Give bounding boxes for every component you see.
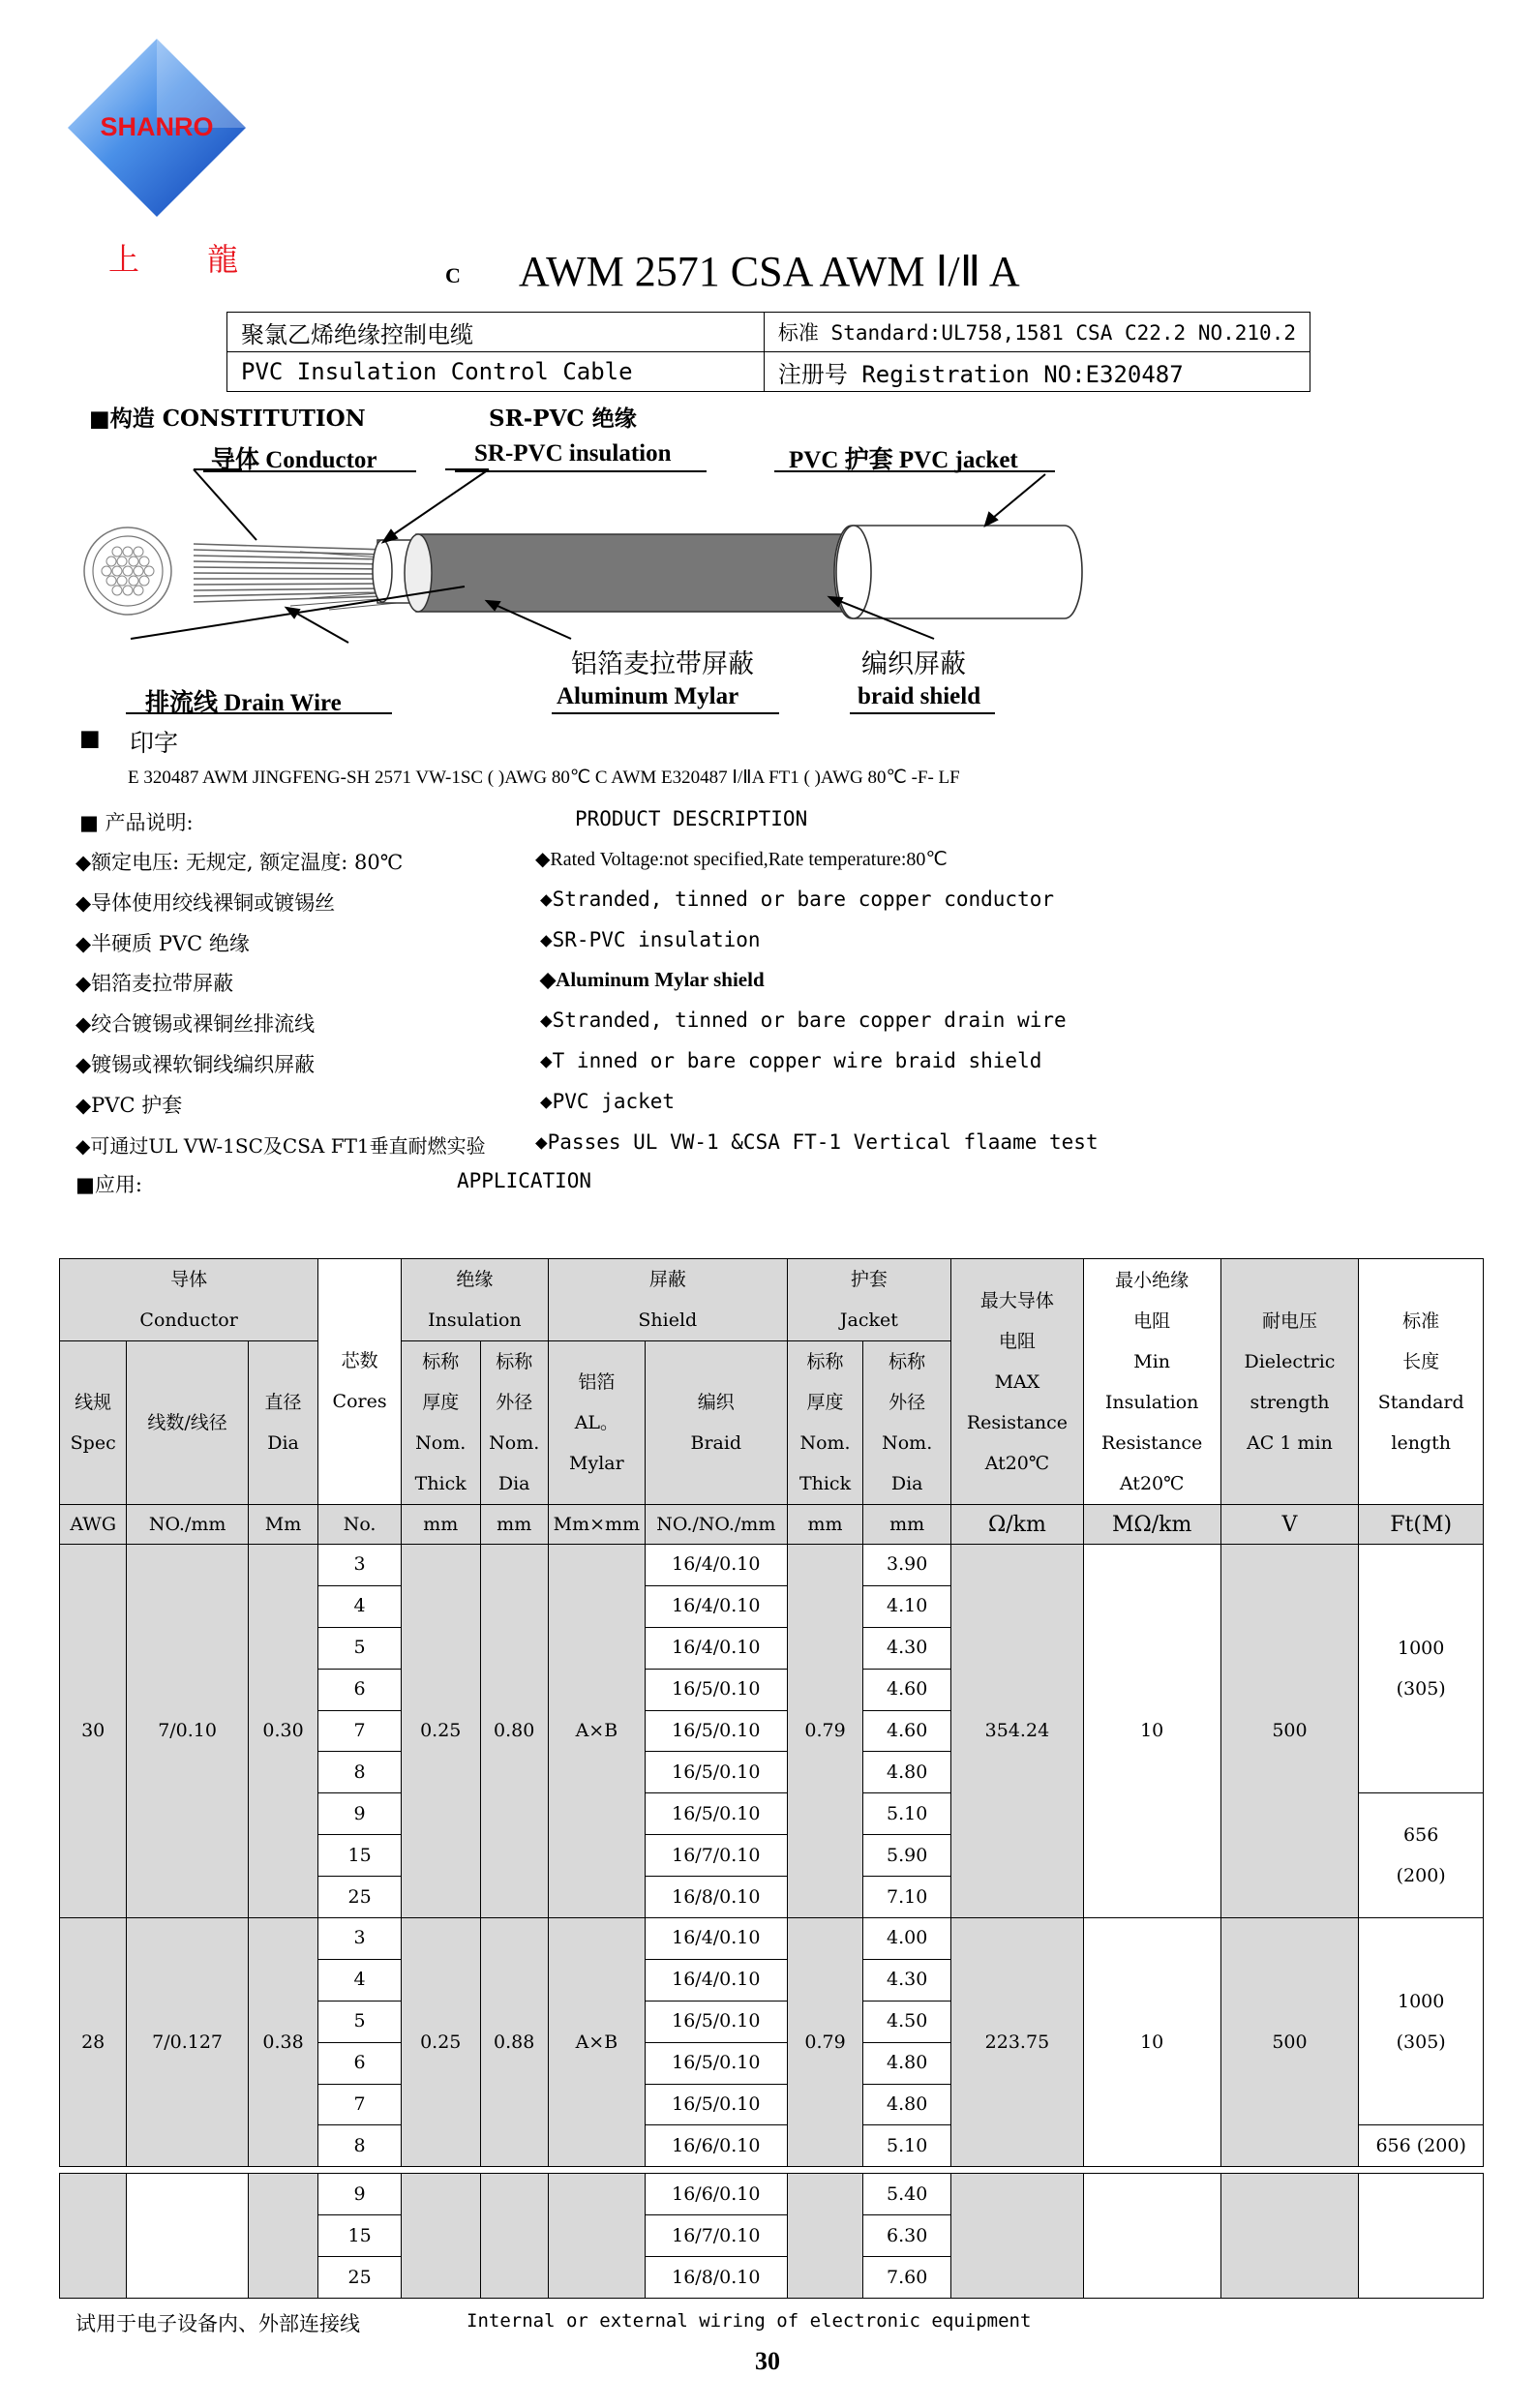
braid-cell: 16/7/0.10	[645, 1835, 787, 1877]
dielectric-cell: 500	[1220, 1918, 1359, 2167]
header-max-resistance: 最大导体 电阻 MAX Resistance At20℃	[951, 1259, 1084, 1505]
desc-item-en: ◆Stranded, tinned or bare copper drain wire	[540, 1008, 1067, 1032]
od-cell: 4.30	[863, 1959, 951, 2001]
header-table	[226, 312, 1310, 392]
od-cell: 5.10	[863, 1793, 951, 1835]
spec-table	[59, 1258, 1484, 2299]
cores-cell: 7	[318, 2084, 402, 2125]
braid-cell: 16/4/0.10	[645, 1545, 787, 1586]
header-insulation: 绝缘 Insulation	[401, 1259, 548, 1341]
od-cell: 4.10	[863, 1585, 951, 1627]
application-en: APPLICATION	[457, 1169, 592, 1192]
braid-cell: 16/5/0.10	[645, 2042, 787, 2084]
desc-item-cn: ◆额定电压: 无规定, 额定温度: 80℃	[75, 851, 404, 874]
logo-chinese-name: 上 龍	[108, 241, 268, 278]
conductor-strands	[194, 544, 387, 602]
od-cell: 5.40	[863, 2174, 951, 2215]
od-cell: 4.50	[863, 2001, 951, 2042]
braid-cell: 16/7/0.10	[645, 2215, 787, 2257]
cores-cell: 6	[318, 1669, 402, 1710]
od-cell: 4.60	[863, 1710, 951, 1752]
shanro-logo	[60, 37, 254, 221]
cores-cell: 8	[318, 1752, 402, 1793]
desc-item-en: ◆SR-PVC insulation	[540, 928, 761, 951]
label-braid-en: braid shield	[858, 683, 981, 709]
title-main: AWM 2571 CSA AWM Ⅰ/Ⅱ A	[518, 248, 1020, 295]
desc-item-cn: ◆绞合镀锡或裸铜丝排流线	[75, 1012, 316, 1036]
desc-item-cn: ◆导体使用绞线裸铜或镀锡丝	[75, 891, 336, 915]
minins-cell: 10	[1083, 1545, 1220, 1918]
minins-cell: 10	[1083, 1918, 1220, 2167]
page-number: 30	[755, 2347, 780, 2375]
header-jacket: 护套 Jacket	[787, 1259, 950, 1341]
awg-cell: 28	[60, 1918, 127, 2167]
braid-cell: 16/5/0.10	[645, 1793, 787, 1835]
unit-cell: mm	[787, 1505, 863, 1545]
od-cell: 3.90	[863, 1545, 951, 1586]
label-braid-cn: 编织屏蔽	[861, 649, 966, 678]
cores-cell: 4	[318, 1959, 402, 2001]
table-row	[60, 1918, 1484, 1960]
cores-cell: 15	[318, 2215, 402, 2257]
unit-cell: Ω/km	[951, 1505, 1084, 1545]
label-conductor: 导体 Conductor	[211, 447, 377, 473]
braid-cell: 16/5/0.10	[645, 1752, 787, 1793]
jk-thick-cell: 0.79	[787, 1918, 863, 2167]
dia-cell: 0.30	[248, 1545, 317, 1918]
cores-cell: 4	[318, 1585, 402, 1627]
od-cell: 5.10	[863, 2125, 951, 2167]
unit-cell: mm	[863, 1505, 951, 1545]
desc-item-en: ◆Aluminum Mylar shield	[540, 968, 765, 991]
mylar-cell: A×B	[548, 1918, 645, 2167]
dia-cell: 0.38	[248, 1918, 317, 2167]
header-shield: 屏蔽 Shield	[548, 1259, 787, 1341]
braid-cell: 16/4/0.10	[645, 1918, 787, 1960]
unit-cell: mm	[401, 1505, 480, 1545]
sr-pvc-top-label: SR-PVC 绝缘	[489, 406, 637, 432]
cores-cell: 25	[318, 1877, 402, 1918]
table-row	[60, 2174, 1484, 2215]
header-conductor: 导体 Conductor	[60, 1259, 318, 1341]
cores-cell: 5	[318, 2001, 402, 2042]
jk-thick-cell: 0.79	[787, 1545, 863, 1918]
logo-brand: SHANRO	[100, 112, 214, 141]
footer-application-cn: 试用于电子设备内、外部连接线	[75, 2312, 360, 2335]
braid-cell: 16/4/0.10	[645, 1959, 787, 2001]
unit-cell: No.	[318, 1505, 402, 1545]
header-dielectric: 耐电压 Dielectric strength AC 1 min	[1220, 1259, 1359, 1505]
braid-cell: 16/5/0.10	[645, 1669, 787, 1710]
unit-cell: NO./mm	[127, 1505, 248, 1545]
registration: 注册号 Registration NO:E320487	[764, 352, 1310, 392]
maxres-cell: 223.75	[951, 1918, 1084, 2167]
dielectric-cell: 500	[1220, 1545, 1359, 1918]
header-braid: 编织 Braid	[645, 1341, 787, 1505]
od-cell: 4.80	[863, 2084, 951, 2125]
cores-cell: 15	[318, 1835, 402, 1877]
cores-cell: 6	[318, 2042, 402, 2084]
desc-item-cn: ◆铝箔麦拉带屏蔽	[75, 972, 234, 995]
ins-thick-cell: 0.25	[401, 1918, 480, 2167]
label-mylar-cn: 铝箔麦拉带屏蔽	[571, 649, 754, 678]
cores-cell: 3	[318, 1545, 402, 1586]
od-cell: 6.30	[863, 2215, 951, 2257]
unit-cell: NO./NO./mm	[645, 1505, 787, 1545]
header-ins-thick: 标称 厚度 Nom. Thick	[401, 1341, 480, 1505]
name-cn: 聚氯乙烯绝缘控制电缆	[227, 313, 765, 352]
ins-dia-cell: 0.80	[480, 1545, 548, 1918]
desc-item-cn: ◆镀锡或裸软铜线编织屏蔽	[75, 1053, 316, 1076]
construction-heading: ■构造 CONSTITUTION	[89, 406, 366, 432]
od-cell: 4.00	[863, 1918, 951, 1960]
desc-item-cn: ◆可通过UL VW-1SC及CSA FT1垂直耐燃实验	[75, 1134, 486, 1158]
length-cell: 1000 (305)	[1359, 1545, 1484, 1793]
awg-cell: 30	[60, 1545, 127, 1918]
unit-cell: AWG	[60, 1505, 127, 1545]
unit-cell: Ft(M)	[1359, 1505, 1484, 1545]
desc-item-en: ◆PVC jacket	[540, 1090, 676, 1113]
cores-cell: 9	[318, 1793, 402, 1835]
label-insulation: SR-PVC insulation	[474, 440, 672, 467]
unit-cell: Mm	[248, 1505, 317, 1545]
header-strands: 线数/线径	[127, 1341, 248, 1505]
unit-cell: V	[1220, 1505, 1359, 1545]
maxres-cell: 354.24	[951, 1545, 1084, 1918]
description-heading-cn: ■ 产品说明:	[79, 811, 194, 834]
strands-cell: 7/0.10	[127, 1545, 248, 1918]
length-cell: 1000 (305)	[1359, 1918, 1484, 2125]
description-heading-en: PRODUCT DESCRIPTION	[575, 807, 808, 830]
desc-item-en: ◆Passes UL VW-1 &CSA FT-1 Vertical flaame test	[535, 1130, 1099, 1154]
od-cell: 4.30	[863, 1627, 951, 1669]
braid-cell: 16/6/0.10	[645, 2174, 787, 2215]
cores-cell: 7	[318, 1710, 402, 1752]
desc-item-cn: ◆半硬质 PVC 绝缘	[75, 932, 250, 955]
length-cell: 656 (200)	[1359, 2125, 1484, 2167]
od-cell: 5.90	[863, 1835, 951, 1877]
cores-cell: 5	[318, 1627, 402, 1669]
marking-heading: 印字	[130, 729, 179, 757]
header-ins-dia: 标称 外径 Nom. Dia	[480, 1341, 548, 1505]
page-title	[445, 247, 1020, 296]
header-spec: 线规 Spec	[60, 1341, 127, 1505]
desc-item-cn: ◆PVC 护套	[75, 1094, 183, 1117]
cores-cell: 9	[318, 2174, 402, 2215]
header-jk-dia: 标称 外径 Nom. Dia	[863, 1341, 951, 1505]
label-drain-wire: 排流线 Drain Wire	[145, 690, 342, 716]
header-cores: 芯数 Cores	[318, 1259, 402, 1505]
strands-cell: 7/0.127	[127, 1918, 248, 2167]
od-cell: 7.60	[863, 2257, 951, 2299]
application-cn: ■应用:	[75, 1173, 142, 1196]
ins-dia-cell: 0.88	[480, 1918, 548, 2167]
braid-cell: 16/4/0.10	[645, 1585, 787, 1627]
standard: 标准 Standard:UL758,1581 CSA C22.2 NO.210.2	[764, 313, 1310, 352]
marking-text: E 320487 AWM JINGFENG-SH 2571 VW-1SC ( )AWG 80℃ C AWM E320487 Ⅰ/ⅡA FT1 ( )AWG 80℃ -F- LF	[128, 768, 960, 788]
desc-item-en: ◆Rated Voltage:not specified,Rate temperature:80℃	[535, 849, 948, 870]
desc-item-en: ◆Stranded, tinned or bare copper conductor	[540, 888, 1055, 911]
label-mylar-en: Aluminum Mylar	[557, 683, 739, 709]
marking-square: ■	[79, 726, 101, 751]
braid-cell: 16/8/0.10	[645, 1877, 787, 1918]
unit-cell: MΩ/km	[1083, 1505, 1220, 1545]
header-length: 标准 长度 Standard length	[1359, 1259, 1484, 1505]
braid-cell: 16/5/0.10	[645, 2084, 787, 2125]
header-dia: 直径 Dia	[248, 1341, 317, 1505]
header-mylar: 铝箔 AL。 Mylar	[548, 1341, 645, 1505]
header-min-insulation: 最小绝缘 电阻 Min Insulation Resistance At20℃	[1083, 1259, 1220, 1505]
mylar-cell: A×B	[548, 1545, 645, 1918]
footer-application-en: Internal or external wiring of electronic equipment	[467, 2310, 1032, 2332]
od-cell: 7.10	[863, 1877, 951, 1918]
braid-cell: 16/8/0.10	[645, 2257, 787, 2299]
cores-cell: 3	[318, 1918, 402, 1960]
ins-thick-cell: 0.25	[401, 1545, 480, 1918]
header-jk-thick: 标称 厚度 Nom. Thick	[787, 1341, 863, 1505]
cores-cell: 25	[318, 2257, 402, 2299]
cores-cell: 8	[318, 2125, 402, 2167]
length-cell: 656 (200)	[1359, 1793, 1484, 1918]
desc-item-en: ◆T inned or bare copper wire braid shield	[540, 1049, 1042, 1072]
table-row	[60, 1545, 1484, 1586]
braid-cell: 16/6/0.10	[645, 2125, 787, 2167]
title-prefix: C	[445, 262, 461, 287]
unit-cell: mm	[480, 1505, 548, 1545]
od-cell: 4.80	[863, 2042, 951, 2084]
braid-cell: 16/4/0.10	[645, 1627, 787, 1669]
unit-cell: Mm×mm	[548, 1505, 645, 1545]
braid-cell: 16/5/0.10	[645, 1710, 787, 1752]
braid-cell: 16/5/0.10	[645, 2001, 787, 2042]
cross-section	[84, 527, 171, 615]
name-en: PVC Insulation Control Cable	[227, 352, 765, 392]
od-cell: 4.80	[863, 1752, 951, 1793]
od-cell: 4.60	[863, 1669, 951, 1710]
label-jacket: PVC 护套 PVC jacket	[789, 447, 1018, 473]
